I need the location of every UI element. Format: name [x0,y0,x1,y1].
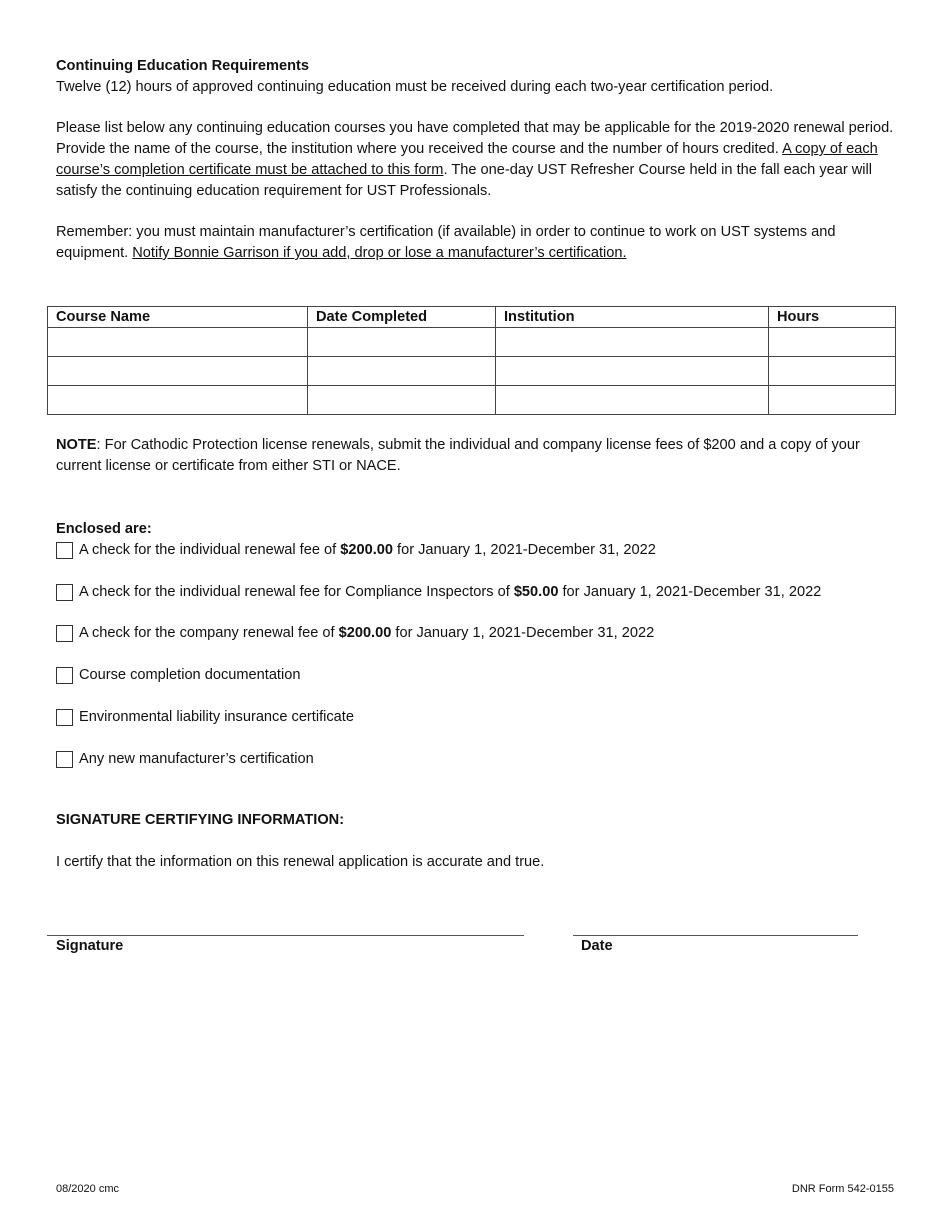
enclosed-item-individual-fee [56,539,656,561]
enclosed-item-label [79,540,656,561]
reminder-paragraph [56,222,898,264]
item-period: for January 1, 2021-December 31, 2022 [391,624,655,641]
course-name-cell[interactable] [48,357,308,386]
signature-label: Signature [56,938,124,954]
checkbox[interactable] [56,709,73,726]
instructions-paragraph [56,118,898,202]
date-line[interactable] [573,935,858,936]
note-label: NOTE [56,437,97,453]
hours-cell[interactable] [769,328,896,357]
course-name-cell[interactable] [48,328,308,357]
enclosed-item-label [79,623,654,644]
instructions-text: Please list below any continuing education courses you have completed that may be applicable for the 2019-2020 renewal period. Provide the name of the course, the institution where you received the course and the number of hours credited. [56,120,894,157]
checkbox[interactable] [56,625,73,642]
table-row [48,386,896,415]
enclosed-item-manufacturer-cert [56,748,314,770]
table-row [48,357,896,386]
note-text: : For Cathodic Protection license renewals, submit the individual and company license fees of $200 and a copy of your current license or certificate from either STI or NACE. [56,437,860,474]
date-label: Date [581,938,613,954]
notify-text: Notify Bonnie Garrison if you add, drop or lose a manufacturer’s certification. [132,245,627,261]
checkbox[interactable] [56,751,73,768]
checkbox[interactable] [56,667,73,684]
certify-statement: I certify that the information on this renewal application is accurate and true. [56,854,545,870]
header-date-completed: Date Completed [308,307,496,328]
signature-section-title: SIGNATURE CERTIFYING INFORMATION: [56,812,345,828]
date-completed-cell[interactable] [308,386,496,415]
item-amount: $200.00 [338,624,392,641]
date-completed-cell[interactable] [308,328,496,357]
enclosed-item-inspector-fee [56,581,821,603]
course-name-cell[interactable] [48,386,308,415]
checkbox[interactable] [56,542,73,559]
hours-cell[interactable] [769,386,896,415]
institution-cell[interactable] [496,386,769,415]
footer-revision: 08/2020 cmc [56,1183,119,1195]
item-text: A check for the individual renewal fee of [79,541,341,558]
intro-text: Twelve (12) hours of approved continuing education must be received during each two-year certification period. [56,79,774,95]
intro-section [56,56,898,98]
item-amount: $50.00 [513,583,559,600]
header-institution: Institution [496,307,769,328]
reminder-text: Remember: you must maintain manufacturer’s certification (if available) in order to continue to work on UST systems and equipment. [56,224,836,261]
enclosed-title: Enclosed are: [56,521,152,537]
note-paragraph [56,435,898,477]
certificate-requirement: A copy of each course’s completion certificate must be attached to this form [56,141,878,178]
header-hours: Hours [769,307,896,328]
enclosed-item-label: Environmental liability insurance certificate [79,708,354,725]
refresher-text: . The one-day UST Refresher Course held in the fall each year will satisfy the continuing education requirement for UST Professionals. [56,162,873,199]
enclosed-item-course-docs [56,664,300,686]
enclosed-item-company-fee [56,622,654,644]
hours-cell[interactable] [769,357,896,386]
table-row [48,328,896,357]
institution-cell[interactable] [496,357,769,386]
institution-cell[interactable] [496,328,769,357]
item-amount: $200.00 [340,541,393,558]
checkbox[interactable] [56,584,73,601]
item-period: for January 1, 2021-December 31, 2022 [393,541,656,558]
enclosed-item-label: Any new manufacturer’s certification [79,750,314,767]
section-title: Continuing Education Requirements [56,58,309,74]
course-table [47,306,896,415]
table-header-row [48,307,896,328]
header-course-name: Course Name [48,307,308,328]
footer-form-number: DNR Form 542-0155 [791,1183,894,1195]
enclosed-item-label: Course completion documentation [79,666,301,683]
enclosed-item-insurance [56,706,354,728]
enclosed-item-label [79,582,821,603]
item-text: A check for the company renewal fee of [79,624,339,641]
date-completed-cell[interactable] [308,357,496,386]
item-period: for January 1, 2021-December 31, 2022 [558,583,822,600]
item-text: A check for the individual renewal fee for Compliance Inspectors of [79,583,514,600]
